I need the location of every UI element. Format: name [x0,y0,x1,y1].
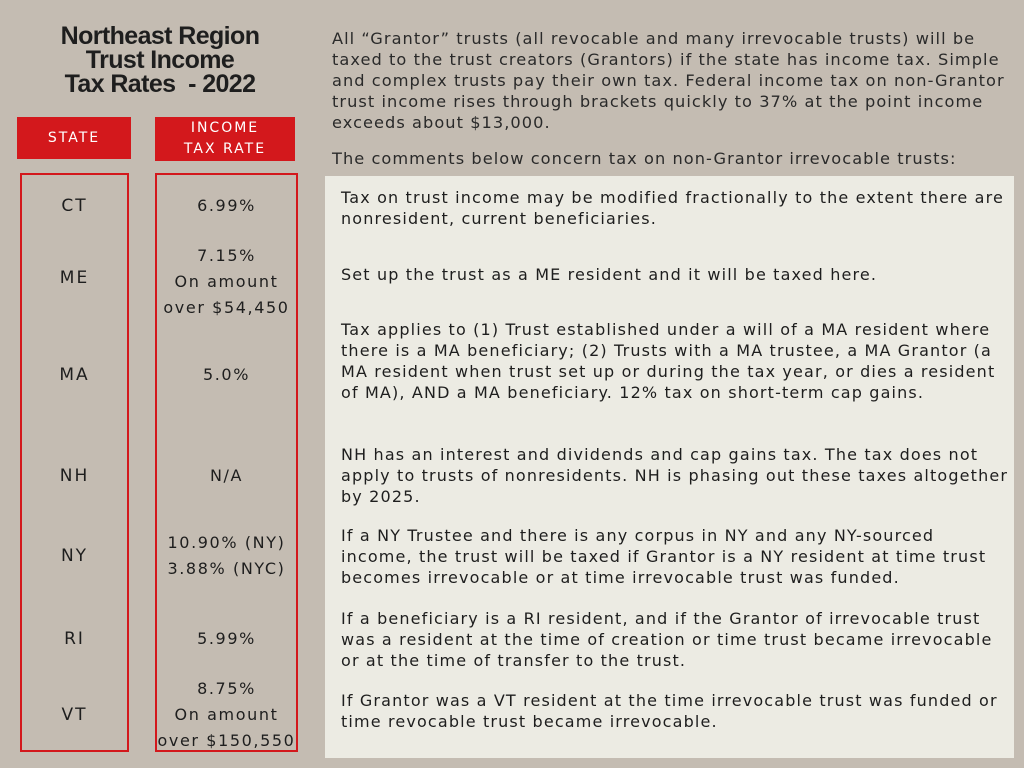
rate-cell-me [155,243,298,321]
state-header-label: STATE [47,129,101,146]
rate-column-header [155,117,295,161]
comment-ri: If a beneficiary is a RI resident, and if the Grantor of irrevocable trust was a resident at the time of creation or time trust became irrevocable or at the time of transfer to the trust. [341,609,993,670]
rate-header-line-1: INCOME [190,120,260,136]
rate-note: over $150,550 [157,731,296,750]
rate-cell-ri [155,626,298,652]
rate-note: On amount [174,705,279,724]
rate-value: 6.99% [197,196,256,215]
comment-ma: Tax applies to (1) Trust established under a will of a MA resident where there is a MA beneficiary; (2) Trusts with a MA trustee, a MA Grantor (a MA resident when trust set up or during the tax year, or dies a resident of MA), AND a MA beneficiary. 12% tax on short-term cap gains. [341,320,996,402]
state-cell-ma: MA [59,365,90,385]
rate-value: 5.99% [197,629,256,648]
comment-me: Set up the trust as a ME resident and it will be taxed here. [341,265,878,284]
rate-note: On amount [174,272,279,291]
state-cell-nh: NH [59,466,90,486]
state-cell-ct: CT [61,196,88,216]
title-line-2: Trust Income [85,46,235,74]
rate-value: 10.90% (NY) [167,533,286,552]
comment-vt: If Grantor was a VT resident at the time irrevocable trust was funded or time revocable trust became irrevocable. [341,691,998,731]
rate-value: 3.88% (NYC) [167,559,286,578]
rate-value: 5.0% [202,365,251,384]
state-cell-me: ME [59,268,90,288]
rate-value: 7.15% [197,246,256,265]
state-column-box [20,173,129,752]
comment-nh: NH has an interest and dividends and cap gains tax. The tax does not apply to trusts of nonresidents. NH is phasing out these taxes altogether by 2025. [341,445,1009,506]
state-cell-vt: VT [61,705,88,725]
rate-cell-vt [155,676,298,754]
rate-value: 8.75% [197,679,256,698]
state-cell-ri: RI [64,629,85,649]
comment-ny: If a NY Trustee and there is any corpus in NY and any NY-sourced income, the trust will be taxed if Grantor is a NY resident at time trust becomes irrevocable or at time irrevocable trust was funded. [341,526,987,587]
rate-note: over $54,450 [163,298,290,317]
page-title [36,24,284,96]
comments-intro: The comments below concern tax on non-Grantor irrevocable trusts: [332,149,957,168]
rate-cell-nh [155,463,298,489]
rate-header-line-2: TAX RATE [183,141,267,157]
state-column-header [17,117,131,159]
rate-cell-ct [155,193,298,219]
state-cell-ny: NY [60,546,89,566]
rate-cell-ny [155,530,298,582]
rate-value: N/A [209,466,244,485]
title-line-3: Tax Rates - 2022 [64,70,256,98]
rate-cell-ma [155,362,298,388]
title-line-1: Northeast Region [60,22,260,50]
intro-paragraph: All “Grantor” trusts (all revocable and many irrevocable trusts) will be taxed to the trust creators (Grantors) if the state has income tax. Simple and complex trusts pay their own tax. Federal income tax on non-Grantor trust income rises through brackets quickly to 37% at the point income exceeds about $13,000. [332,29,1005,132]
comment-ct: Tax on trust income may be modified fractionally to the extent there are nonresident, current beneficiaries. [341,188,1004,228]
